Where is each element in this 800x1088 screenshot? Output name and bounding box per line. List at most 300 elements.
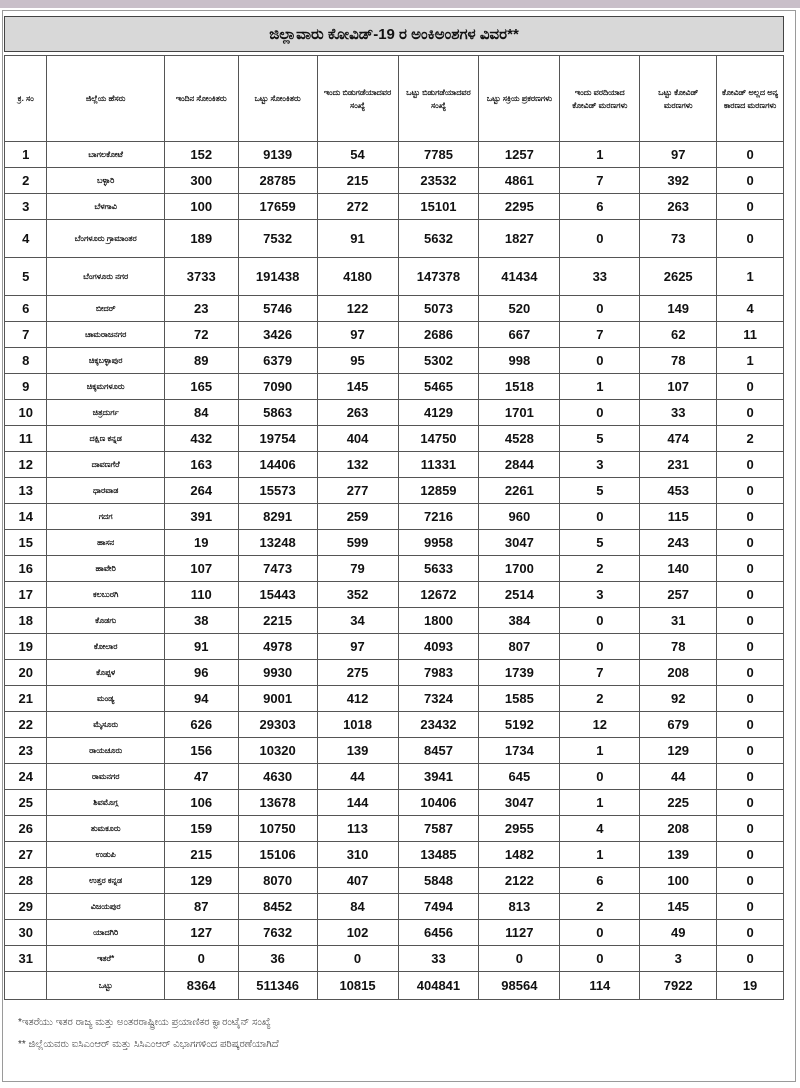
table-row [5, 660, 784, 686]
cell-sn: 5 [5, 258, 47, 296]
total-today-deaths: 114 [560, 972, 640, 1000]
cell-total-discharged: 5465 [398, 374, 479, 400]
cell-active-cases: 2295 [479, 194, 560, 220]
cell-today-discharged: 275 [317, 660, 398, 686]
cell-today-cases: 0 [164, 946, 238, 972]
cell-total-deaths: 97 [640, 142, 717, 168]
cell-sn: 14 [5, 504, 47, 530]
cell-total-deaths: 31 [640, 608, 717, 634]
cell-today-deaths: 1 [560, 738, 640, 764]
cell-total-deaths: 225 [640, 790, 717, 816]
table-row [5, 220, 784, 258]
cell-active-cases: 520 [479, 296, 560, 322]
cell-sn: 1 [5, 142, 47, 168]
cell-today-deaths: 2 [560, 556, 640, 582]
cell-total-cases: 29303 [238, 712, 317, 738]
table-row [5, 374, 784, 400]
cell-total-cases: 9930 [238, 660, 317, 686]
cell-today-deaths: 7 [560, 660, 640, 686]
cell-sn: 16 [5, 556, 47, 582]
cell-total-cases: 8452 [238, 894, 317, 920]
cell-today-cases: 3733 [164, 258, 238, 296]
cell-total-cases: 4978 [238, 634, 317, 660]
cell-today-cases: 106 [164, 790, 238, 816]
table-row [5, 868, 784, 894]
cell-active-cases: 1701 [479, 400, 560, 426]
cell-today-discharged: 145 [317, 374, 398, 400]
cell-today-discharged: 79 [317, 556, 398, 582]
cell-total-discharged: 9958 [398, 530, 479, 556]
cell-today-deaths: 0 [560, 400, 640, 426]
cell-today-cases: 163 [164, 452, 238, 478]
table-row [5, 556, 784, 582]
cell-active-cases: 1257 [479, 142, 560, 168]
cell-sn: 24 [5, 764, 47, 790]
cell-today-cases: 264 [164, 478, 238, 504]
cell-today-discharged: 599 [317, 530, 398, 556]
cell-total-discharged: 2686 [398, 322, 479, 348]
cell-today-cases: 165 [164, 374, 238, 400]
table-row [5, 738, 784, 764]
cell-total-cases: 6379 [238, 348, 317, 374]
cell-district: ಮೈಸೂರು [47, 712, 164, 738]
cell-non-covid-deaths: 0 [717, 660, 784, 686]
cell-today-discharged: 352 [317, 582, 398, 608]
cell-total-discharged: 147378 [398, 258, 479, 296]
cell-sn: 12 [5, 452, 47, 478]
cell-sn: 29 [5, 894, 47, 920]
cell-non-covid-deaths: 0 [717, 712, 784, 738]
cell-non-covid-deaths: 0 [717, 686, 784, 712]
cell-district: ದಕ್ಷಿಣ ಕನ್ನಡ [47, 426, 164, 452]
cell-non-covid-deaths: 0 [717, 894, 784, 920]
cell-total-deaths: 243 [640, 530, 717, 556]
cell-sn: 8 [5, 348, 47, 374]
cell-active-cases: 0 [479, 946, 560, 972]
cell-active-cases: 667 [479, 322, 560, 348]
cell-today-deaths: 0 [560, 608, 640, 634]
cell-today-discharged: 97 [317, 322, 398, 348]
table-row [5, 920, 784, 946]
cell-district: ಹಾವೇರಿ [47, 556, 164, 582]
cell-total-deaths: 392 [640, 168, 717, 194]
table-row [5, 712, 784, 738]
cell-today-deaths: 0 [560, 634, 640, 660]
cell-non-covid-deaths: 0 [717, 842, 784, 868]
cell-active-cases: 2955 [479, 816, 560, 842]
cell-sn: 4 [5, 220, 47, 258]
total-today-cases: 8364 [164, 972, 238, 1000]
cell-today-discharged: 44 [317, 764, 398, 790]
cell-non-covid-deaths: 0 [717, 920, 784, 946]
cell-district: ಧಾರವಾಡ [47, 478, 164, 504]
cell-active-cases: 960 [479, 504, 560, 530]
cell-district: ಶಿವಮೊಗ್ಗ [47, 790, 164, 816]
cell-today-discharged: 0 [317, 946, 398, 972]
cell-today-cases: 84 [164, 400, 238, 426]
cell-total-cases: 7090 [238, 374, 317, 400]
cell-non-covid-deaths: 0 [717, 582, 784, 608]
header-non-covid-deaths: ಕೋವಿಡ್ ಅಲ್ಲದ ಅನ್ಯ ಕಾರಣದ ಮರಣಗಳು [717, 56, 784, 142]
header-total-cases: ಒಟ್ಟು ಸೋಂಕಿತರು [238, 56, 317, 142]
footnotes [18, 1012, 778, 1056]
cell-total-cases: 2215 [238, 608, 317, 634]
cell-today-deaths: 0 [560, 220, 640, 258]
cell-total-deaths: 78 [640, 348, 717, 374]
cell-non-covid-deaths: 0 [717, 452, 784, 478]
total-active-cases: 98564 [479, 972, 560, 1000]
table-row [5, 426, 784, 452]
cell-total-deaths: 208 [640, 816, 717, 842]
cell-total-discharged: 7587 [398, 816, 479, 842]
cell-today-deaths: 1 [560, 790, 640, 816]
cell-today-deaths: 0 [560, 920, 640, 946]
table-row [5, 452, 784, 478]
footnote-others: *ಇತರೆಯು ಇತರ ರಾಜ್ಯ ಮತ್ತು ಅಂತರರಾಷ್ಟ್ರೀಯ ಪ್ರಯಾಣಿಕರ ಕ್ವಾರಂಟೈನ್ ಸಂಖ್ಯೆ [18, 1017, 271, 1028]
cell-sn: 9 [5, 374, 47, 400]
cell-today-discharged: 259 [317, 504, 398, 530]
cell-today-cases: 94 [164, 686, 238, 712]
covid-district-table [4, 55, 784, 1000]
cell-district: ಚಿತ್ರದುರ್ಗ [47, 400, 164, 426]
header-total-deaths: ಒಟ್ಟು ಕೋವಿಡ್ ಮರಣಗಳು [640, 56, 717, 142]
total-today-discharged: 10815 [317, 972, 398, 1000]
cell-today-deaths: 0 [560, 946, 640, 972]
cell-total-discharged: 5632 [398, 220, 479, 258]
cell-today-cases: 38 [164, 608, 238, 634]
cell-today-deaths: 7 [560, 322, 640, 348]
cell-sn: 10 [5, 400, 47, 426]
cell-today-cases: 189 [164, 220, 238, 258]
cell-district: ಉತ್ತರ ಕನ್ನಡ [47, 868, 164, 894]
cell-today-deaths: 1 [560, 374, 640, 400]
cell-active-cases: 5192 [479, 712, 560, 738]
cell-active-cases: 1585 [479, 686, 560, 712]
cell-active-cases: 1734 [479, 738, 560, 764]
cell-today-deaths: 3 [560, 582, 640, 608]
cell-today-cases: 129 [164, 868, 238, 894]
cell-non-covid-deaths: 0 [717, 868, 784, 894]
cell-today-discharged: 113 [317, 816, 398, 842]
cell-total-deaths: 73 [640, 220, 717, 258]
cell-non-covid-deaths: 0 [717, 478, 784, 504]
totals-label: ಒಟ್ಟು [47, 972, 164, 1000]
cell-active-cases: 1739 [479, 660, 560, 686]
cell-total-discharged: 4129 [398, 400, 479, 426]
cell-total-discharged: 5073 [398, 296, 479, 322]
cell-district: ಮಂಡ್ಯ [47, 686, 164, 712]
cell-total-cases: 36 [238, 946, 317, 972]
cell-active-cases: 1127 [479, 920, 560, 946]
cell-total-cases: 15573 [238, 478, 317, 504]
cell-today-discharged: 139 [317, 738, 398, 764]
cell-today-deaths: 0 [560, 764, 640, 790]
cell-sn: 7 [5, 322, 47, 348]
cell-sn: 26 [5, 816, 47, 842]
cell-today-discharged: 97 [317, 634, 398, 660]
cell-total-deaths: 100 [640, 868, 717, 894]
table-row [5, 168, 784, 194]
table-row [5, 478, 784, 504]
cell-today-cases: 432 [164, 426, 238, 452]
cell-total-deaths: 62 [640, 322, 717, 348]
cell-today-discharged: 144 [317, 790, 398, 816]
cell-total-deaths: 679 [640, 712, 717, 738]
cell-today-discharged: 412 [317, 686, 398, 712]
table-row [5, 258, 784, 296]
cell-active-cases: 2514 [479, 582, 560, 608]
cell-today-deaths: 7 [560, 168, 640, 194]
cell-total-cases: 9139 [238, 142, 317, 168]
cell-total-cases: 19754 [238, 426, 317, 452]
table-row [5, 142, 784, 168]
header-district: ಜಿಲ್ಲೆಯ ಹೆಸರು [47, 56, 164, 142]
cell-today-discharged: 215 [317, 168, 398, 194]
cell-total-deaths: 139 [640, 842, 717, 868]
cell-non-covid-deaths: 0 [717, 816, 784, 842]
cell-today-deaths: 1 [560, 842, 640, 868]
cell-today-cases: 159 [164, 816, 238, 842]
top-band [0, 0, 800, 8]
table-row [5, 296, 784, 322]
cell-today-discharged: 54 [317, 142, 398, 168]
cell-non-covid-deaths: 0 [717, 556, 784, 582]
total-non-covid-deaths: 19 [717, 972, 784, 1000]
cell-today-discharged: 91 [317, 220, 398, 258]
total-total-discharged: 404841 [398, 972, 479, 1000]
cell-total-discharged: 5302 [398, 348, 479, 374]
cell-total-deaths: 231 [640, 452, 717, 478]
cell-total-discharged: 1800 [398, 608, 479, 634]
cell-today-deaths: 5 [560, 478, 640, 504]
cell-district: ಇತರೆ* [47, 946, 164, 972]
cell-today-deaths: 33 [560, 258, 640, 296]
cell-today-cases: 127 [164, 920, 238, 946]
cell-today-discharged: 310 [317, 842, 398, 868]
table-row [5, 504, 784, 530]
cell-active-cases: 2261 [479, 478, 560, 504]
cell-non-covid-deaths: 0 [717, 194, 784, 220]
table-row [5, 400, 784, 426]
cell-total-cases: 10750 [238, 816, 317, 842]
table-row [5, 634, 784, 660]
cell-district: ತುಮಕೂರು [47, 816, 164, 842]
cell-today-deaths: 5 [560, 426, 640, 452]
cell-active-cases: 3047 [479, 790, 560, 816]
cell-total-deaths: 474 [640, 426, 717, 452]
total-total-cases: 511346 [238, 972, 317, 1000]
cell-active-cases: 998 [479, 348, 560, 374]
cell-today-discharged: 407 [317, 868, 398, 894]
cell-total-cases: 13248 [238, 530, 317, 556]
table-row [5, 608, 784, 634]
cell-today-deaths: 1 [560, 142, 640, 168]
cell-today-cases: 100 [164, 194, 238, 220]
cell-active-cases: 2122 [479, 868, 560, 894]
cell-non-covid-deaths: 0 [717, 374, 784, 400]
cell-total-deaths: 257 [640, 582, 717, 608]
cell-total-discharged: 7216 [398, 504, 479, 530]
cell-today-deaths: 0 [560, 296, 640, 322]
cell-non-covid-deaths: 11 [717, 322, 784, 348]
cell-sn: 27 [5, 842, 47, 868]
cell-active-cases: 645 [479, 764, 560, 790]
cell-total-deaths: 44 [640, 764, 717, 790]
cell-non-covid-deaths: 0 [717, 168, 784, 194]
cell-active-cases: 2844 [479, 452, 560, 478]
table-row [5, 790, 784, 816]
table-row [5, 946, 784, 972]
cell-non-covid-deaths: 0 [717, 608, 784, 634]
cell-today-deaths: 2 [560, 894, 640, 920]
cell-total-discharged: 12672 [398, 582, 479, 608]
cell-total-deaths: 2625 [640, 258, 717, 296]
cell-today-discharged: 95 [317, 348, 398, 374]
cell-today-discharged: 102 [317, 920, 398, 946]
cell-total-deaths: 140 [640, 556, 717, 582]
cell-active-cases: 1482 [479, 842, 560, 868]
cell-total-discharged: 14750 [398, 426, 479, 452]
header-today-deaths: ಇಂದು ವರದಿಯಾದ ಕೋವಿಡ್ ಮರಣಗಳು [560, 56, 640, 142]
cell-district: ಗದಗ [47, 504, 164, 530]
cell-today-deaths: 0 [560, 504, 640, 530]
cell-non-covid-deaths: 0 [717, 946, 784, 972]
cell-total-discharged: 3941 [398, 764, 479, 790]
header-total-discharged: ಒಟ್ಟು ಬಿಡುಗಡೆಯಾದವರ ಸಂಖ್ಯೆ [398, 56, 479, 142]
cell-total-deaths: 115 [640, 504, 717, 530]
cell-total-discharged: 23532 [398, 168, 479, 194]
cell-today-cases: 626 [164, 712, 238, 738]
cell-non-covid-deaths: 0 [717, 764, 784, 790]
cell-today-discharged: 132 [317, 452, 398, 478]
cell-non-covid-deaths: 0 [717, 142, 784, 168]
cell-non-covid-deaths: 0 [717, 738, 784, 764]
cell-today-cases: 89 [164, 348, 238, 374]
cell-today-cases: 215 [164, 842, 238, 868]
cell-non-covid-deaths: 0 [717, 530, 784, 556]
cell-today-deaths: 0 [560, 348, 640, 374]
cell-total-discharged: 23432 [398, 712, 479, 738]
header-today-discharged: ಇಂದು ಬಿಡುಗಡೆಯಾದವರ ಸಂಖ್ಯೆ [317, 56, 398, 142]
cell-total-cases: 7532 [238, 220, 317, 258]
cell-sn: 11 [5, 426, 47, 452]
cell-district: ಬೆಂಗಳೂರು ನಗರ [47, 258, 164, 296]
cell-total-deaths: 263 [640, 194, 717, 220]
cell-non-covid-deaths: 4 [717, 296, 784, 322]
cell-today-cases: 110 [164, 582, 238, 608]
cell-today-discharged: 263 [317, 400, 398, 426]
cell-today-cases: 300 [164, 168, 238, 194]
cell-non-covid-deaths: 0 [717, 220, 784, 258]
cell-today-discharged: 122 [317, 296, 398, 322]
cell-district: ಬಳ್ಳಾರಿ [47, 168, 164, 194]
cell-district: ಬೀದರ್ [47, 296, 164, 322]
table-row [5, 348, 784, 374]
cell-total-cases: 5863 [238, 400, 317, 426]
cell-today-discharged: 272 [317, 194, 398, 220]
cell-sn: 30 [5, 920, 47, 946]
cell-today-cases: 87 [164, 894, 238, 920]
cell-non-covid-deaths: 0 [717, 400, 784, 426]
cell-total-discharged: 15101 [398, 194, 479, 220]
cell-today-cases: 47 [164, 764, 238, 790]
total-total-deaths: 7922 [640, 972, 717, 1000]
table-body [5, 142, 784, 1000]
cell-today-discharged: 4180 [317, 258, 398, 296]
table-row [5, 582, 784, 608]
cell-total-deaths: 107 [640, 374, 717, 400]
cell-active-cases: 384 [479, 608, 560, 634]
cell-sn: 3 [5, 194, 47, 220]
cell-total-discharged: 13485 [398, 842, 479, 868]
cell-district: ವಿಜಯಪುರ [47, 894, 164, 920]
cell-total-discharged: 7324 [398, 686, 479, 712]
cell-today-cases: 156 [164, 738, 238, 764]
table-row [5, 764, 784, 790]
cell-district: ಚಾಮರಾಜನಗರ [47, 322, 164, 348]
table-row [5, 686, 784, 712]
cell-district: ಕಲಬುರಗಿ [47, 582, 164, 608]
table-row [5, 322, 784, 348]
cell-sn: 13 [5, 478, 47, 504]
cell-total-cases: 8291 [238, 504, 317, 530]
cell-district: ಚಿಕ್ಕಬಳ್ಳಾಪುರ [47, 348, 164, 374]
cell-sn: 25 [5, 790, 47, 816]
cell-sn: 17 [5, 582, 47, 608]
cell-total-cases: 17659 [238, 194, 317, 220]
cell-non-covid-deaths: 0 [717, 504, 784, 530]
cell-total-discharged: 11331 [398, 452, 479, 478]
cell-total-deaths: 129 [640, 738, 717, 764]
table-row [5, 530, 784, 556]
cell-sn: 22 [5, 712, 47, 738]
cell-district: ಬೆಳಗಾವಿ [47, 194, 164, 220]
cell-total-cases: 15443 [238, 582, 317, 608]
cell-sn: 15 [5, 530, 47, 556]
cell-total-discharged: 33 [398, 946, 479, 972]
cell-today-discharged: 404 [317, 426, 398, 452]
cell-active-cases: 1700 [479, 556, 560, 582]
cell-district: ಉಡುಪಿ [47, 842, 164, 868]
cell-today-cases: 107 [164, 556, 238, 582]
cell-sn [5, 972, 47, 1000]
cell-total-deaths: 145 [640, 894, 717, 920]
cell-total-deaths: 49 [640, 920, 717, 946]
cell-district: ಹಾಸನ [47, 530, 164, 556]
cell-district: ರಾಯಚೂರು [47, 738, 164, 764]
cell-district: ದಾವಣಗೆರೆ [47, 452, 164, 478]
cell-today-cases: 96 [164, 660, 238, 686]
cell-today-cases: 72 [164, 322, 238, 348]
cell-non-covid-deaths: 0 [717, 634, 784, 660]
cell-total-cases: 15106 [238, 842, 317, 868]
cell-active-cases: 3047 [479, 530, 560, 556]
cell-total-discharged: 6456 [398, 920, 479, 946]
cell-total-discharged: 4093 [398, 634, 479, 660]
cell-total-deaths: 149 [640, 296, 717, 322]
cell-total-cases: 14406 [238, 452, 317, 478]
cell-total-cases: 28785 [238, 168, 317, 194]
cell-active-cases: 807 [479, 634, 560, 660]
cell-district: ಚಿಕ್ಕಮಗಳೂರು [47, 374, 164, 400]
cell-total-cases: 8070 [238, 868, 317, 894]
cell-active-cases: 1518 [479, 374, 560, 400]
header-today-cases: ಇಂದಿನ ಸೋಂಕಿತರು [164, 56, 238, 142]
cell-sn: 21 [5, 686, 47, 712]
cell-total-discharged: 5633 [398, 556, 479, 582]
cell-today-deaths: 5 [560, 530, 640, 556]
cell-non-covid-deaths: 1 [717, 348, 784, 374]
